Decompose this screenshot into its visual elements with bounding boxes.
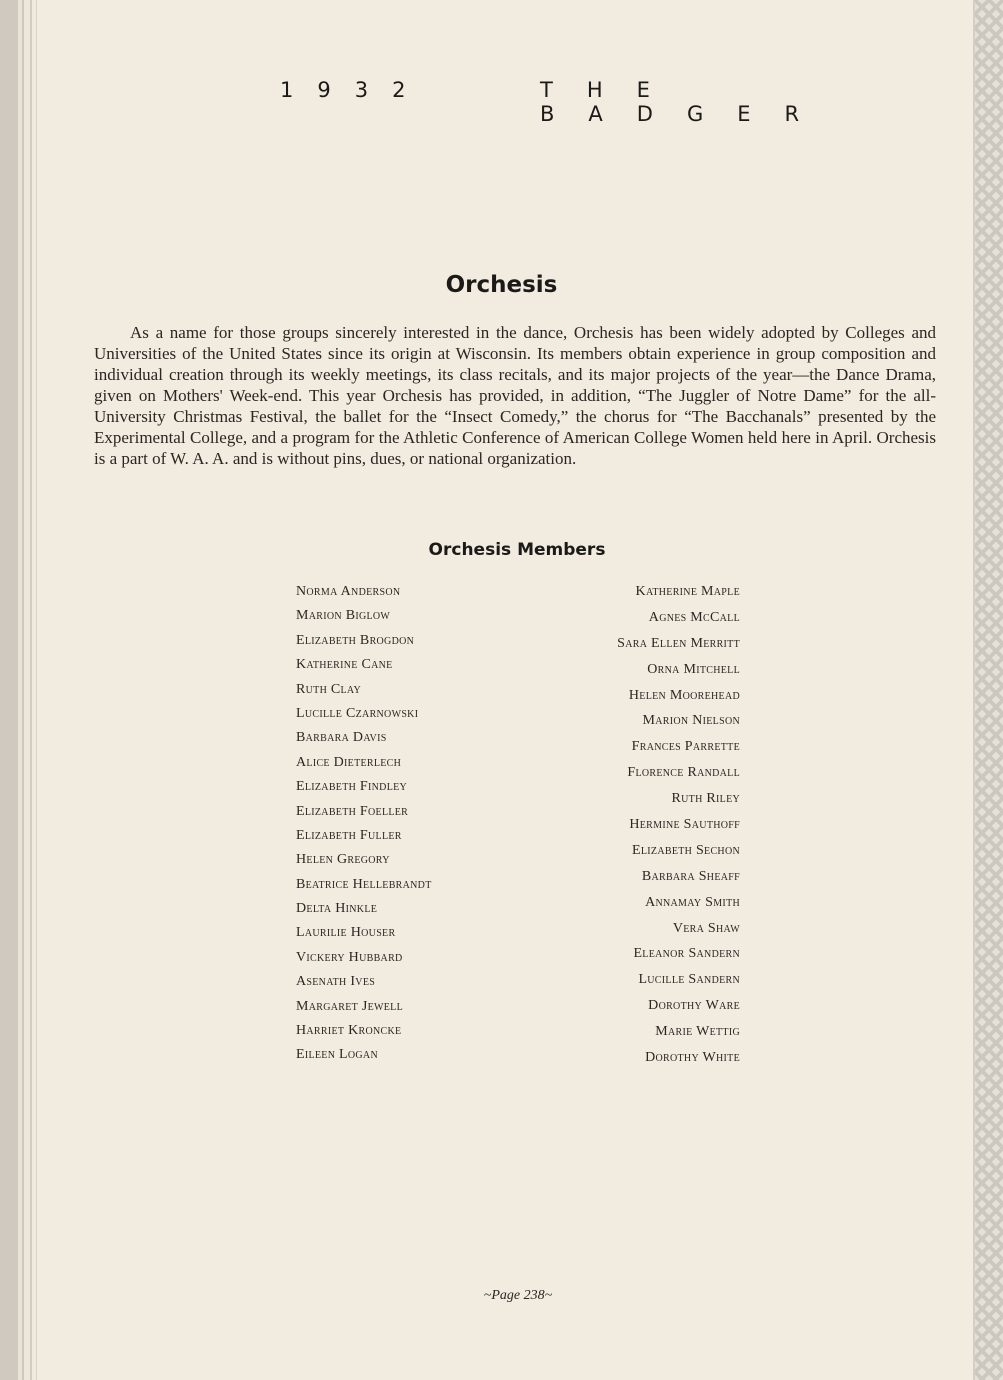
member-name: Alice Dieterlech [296,754,402,770]
left-binding-border [0,0,40,1380]
members-list-left [296,582,536,1070]
header-title: THE BADGER [540,78,834,126]
member-name: Eileen Logan [296,1047,378,1063]
member-name: Katherine Cane [296,657,393,673]
member-name: Vickery Hubbard [296,949,403,965]
member-name: Ruth Clay [296,681,362,697]
members-title: Orchesis Members [428,540,606,560]
member-name: Helen Moorehead [628,687,740,703]
intro-paragraph: As a name for those groups sincerely interested in the dance, Orchesis has been widely adopted by Colleges and Universities of the United States since its origin at Wisconsin. Its members obtain experience in group composition and individual creation through its weekly meetings, its class recitals, and its major projects of the year—the Dance Drama, given on Mothers' Week-end. This year Orchesis has provided, in addition, “The Juggler of Notre Dame” for the all-University Christmas Festival, the ballet for the “Insect Comedy,” the chorus for “The Bacchanals” presented by the Experimental College, and a program for the Athletic Conference of American College Women held here in April. Orchesis is a part of W. A. A. and is without pins, dues, or national organization. [94,323,936,468]
member-name: Dorothy White [645,1050,740,1066]
member-name: Harriet Kroncke [296,1023,402,1039]
member-name: Lucille Czarnowski [296,705,419,721]
member-name: Beatrice Hellebrandt [296,876,432,892]
member-name: Marion Biglow [296,608,391,624]
member-name: Eleanor Sandern [633,946,740,962]
member-name: Barbara Sheaff [641,868,740,884]
member-name: Helen Gregory [296,852,390,868]
member-name: Florence Randall [627,765,740,781]
member-name: Ruth Riley [671,791,740,807]
member-name: Margaret Jewell [296,998,403,1014]
member-name: Frances Parrette [631,739,740,755]
member-name: Marion Nielson [642,713,740,729]
page-number: ~Page 238~ [483,1288,553,1303]
member-name: Dorothy Ware [648,998,740,1014]
member-name: Asenath Ives [296,974,376,990]
member-name: Elizabeth Brogdon [296,632,415,648]
member-name: Lucille Sandern [638,972,740,988]
member-name: Marie Wettig [655,1024,740,1040]
right-decorative-border [973,0,1003,1380]
member-name: Annamay Smith [645,894,740,910]
member-name: Elizabeth Sechon [632,842,740,858]
page-title: Orchesis [445,272,558,298]
member-name: Norma Anderson [296,584,401,599]
member-name: Elizabeth Findley [296,779,408,795]
member-name: Katherine Maple [635,584,740,599]
header-year: 1932 [280,78,430,102]
member-name: Delta Hinkle [296,901,378,917]
member-name: Elizabeth Foeller [296,803,409,819]
member-name: Barbara Davis [296,730,387,746]
members-list-right [540,582,740,1074]
member-name: Sara Ellen Merritt [617,635,740,651]
member-name: Agnes McCall [648,609,740,625]
member-name: Elizabeth Fuller [296,827,402,843]
member-name: Orna Mitchell [647,661,740,677]
member-name: Laurilie Houser [296,925,396,941]
member-name: Vera Shaw [672,920,740,936]
member-name: Hermine Sauthoff [629,817,740,833]
running-header [0,78,1003,126]
